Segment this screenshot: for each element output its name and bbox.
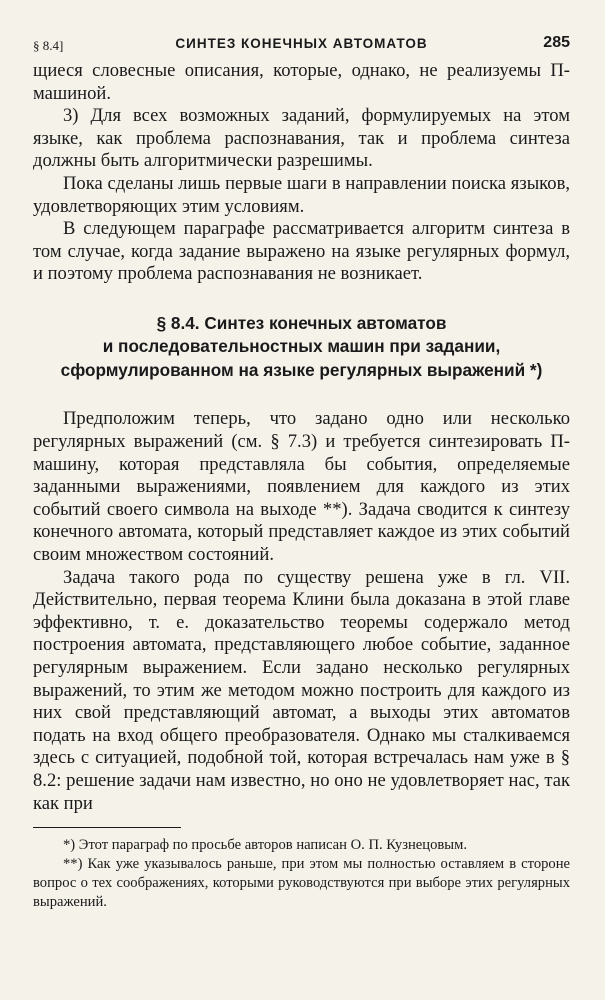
footnote-2: **) Как уже указывалось раньше, при этом мы полностью оставляем в стороне вопрос о тех соображениях, которыми руководствуются при выборе этих регулярных выражений.	[33, 856, 570, 911]
book-page	[33, 34, 570, 912]
footnotes	[33, 836, 570, 912]
running-head-title: СИНТЕЗ КОНЕЧНЫХ АВТОМАТОВ	[175, 36, 428, 51]
paragraph-assumption: Предположим теперь, что задано одно или несколько регулярных выражений (см. § 7.3) и требуется синтезировать П-машину, которая представляла бы события, определяемые заданными выражениями, появлением для каждого из этих событий своего символа на выходе **). Задача сводится к синтезу конечного автомата, который представляет каждое из этих событий своим множеством состояний.	[33, 408, 570, 565]
section-text	[33, 408, 570, 815]
paragraph-condition-3: 3) Для всех возможных заданий, формулируемых на этом языке, как проблема распознавания, так и проблема синтеза должны быть алгоритмически разрешимы.	[33, 105, 570, 172]
section-heading-line-1: § 8.4. Синтез конечных автоматов	[156, 312, 447, 333]
paragraph-kleene: Задача такого рода по существу решена уже в гл. VII. Действительно, первая теорема Клини была доказана в этой главе эффективно, т. е. доказательство теоремы содержало метод построения автомата, представляющего любое событие, заданное регулярным выражением. Если задано несколько регулярных выражений, то этим же методом можно построить для каждого из них свой представляющий автомат, а выходы этих автоматов подать на вход общего преобразователя. Однако мы сталкиваемся здесь с ситуацией, подобной той, которая встречалась нам уже в § 8.2: решение задачи нам известно, но оно не удовлетворяет нас, так как при	[33, 566, 570, 814]
running-head-section: § 8.4]	[33, 38, 64, 53]
section-heading-line-3: сформулированном на языке регулярных выражений *)	[60, 359, 543, 380]
section-heading-line-2: и последовательностных машин при задании,	[102, 336, 501, 357]
paragraph-next-section: В следующем параграфе рассматривается алгоритм синтеза в том случае, когда задание выражено на языке регулярных формул, и поэтому проблема распознавания не возникает.	[33, 218, 570, 285]
footnote-divider	[33, 827, 181, 828]
paragraph-first-steps: Пока сделаны лишь первые шаги в направлении поиска языков, удовлетворяющих этим условиям.	[33, 172, 570, 217]
footnote-1: *) Этот параграф по просьбе авторов написан О. П. Кузнецовым.	[63, 837, 467, 854]
paragraph-continuation: щиеся словесные описания, которые, однако, не реализуемы П-машиной.	[33, 60, 570, 104]
running-head	[33, 34, 570, 60]
page-number: 285	[543, 34, 570, 51]
section-heading	[33, 312, 570, 383]
intro-text	[33, 60, 570, 286]
